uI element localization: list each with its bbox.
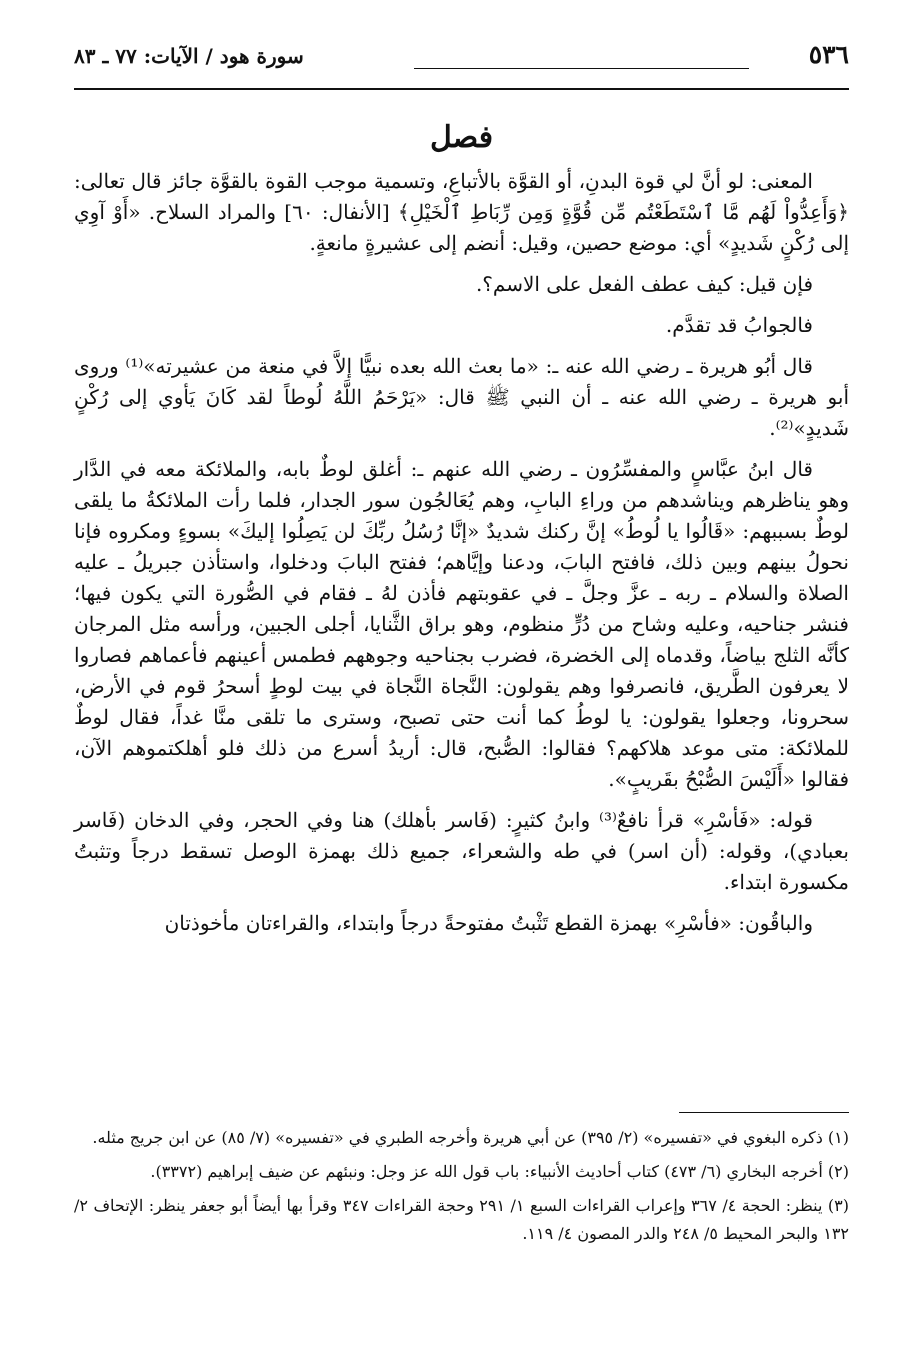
footnote-separator — [679, 1112, 849, 1113]
page-number: ٥٣٦ — [808, 40, 849, 69]
footnote-2: (٢) أخرجه البخاري (٦/ ٤٧٣) كتاب أحاديث الأنبياء: باب قول الله عز وجل: ونبئهم عن ضيف إبراهيم (٣٣٧٢). — [150, 1162, 849, 1181]
paragraph-story: قال ابنُ عبَّاسٍ والمفسِّرُون ـ رضي الله عنهم ـ: أغلق لوطٌ بابه، والملائكة معه في الدَّار وهو يناظرهم ويناشدهم من وراءِ البابِ، وهم يُعَالجُون سور الجدار، فلما رأت الملائكةُ ما يلقى لوطٌ بسببهم: «قَالُوا يا لُوطُ» إنَّ ركنك شديدٌ «إنَّا رُسُلُ ربِّكَ لن يَصِلُوا إليكَ» بسوءٍ ومكروه فإنا نحولُ بينهم وبين ذلك، فافتح البابَ، ودعنا وإيَّاهم؛ ففتح البابَ ودخلوا، واستأذن جبريلُ ـ عليه الصلاة والسلام ـ ربه ـ عزَّ وجلَّ ـ في عقوبتهم فأذن لهُ ـ فقام في الصُّورة التي يكون فيها؛ فنشر جناحيه، وعليه وشاح من دُرٍّ منظوم، وهو براق الثَّنايا، أجلى الجبين، ورأسه مثل المرجان كأنَّه الثلج بياضاً، وقدماه إلى الخضرة، فضرب بجناحيه وجوههم فطمس أعينهم فأعماهم فصاروا لا يعرفون الطَّريق، فانصرفوا وهم يقولون: النَّجاة النَّجاة في بيت لوطٍ أسحرُ قوم في الأرض، سحرونا، وجعلوا يقولون: يا لوطُ كما أنت حتى تصبح، وسترى ما تلقى منَّا غداً، فقال لوطٌ للملائكة: متى موعد هلاكهم؟ فقالوا: الصُّبح، قال: أريدُ أسرع من ذلك فلو أهلكتموهم الآن، فقالوا «أَلَيْسَ الصُّبْحُ بقَريبٍ». — [74, 457, 850, 791]
running-title: سورة هود / الآيات: ٧٧ ـ ٨٣ — [74, 44, 304, 68]
footnote-3: (٣) ينظر: الحجة ٤/ ٣٦٧ وإعراب القراءات السبع ١/ ٢٩١ وحجة القراءات ٣٤٧ وقرأ بها أيضاً أبو جعفر ينظر: الإتحاف ٢/ ١٣٢ والبحر المحيط ٥/ ٢٤٨ والدر المصون ٤/ ١١٩. — [74, 1196, 849, 1243]
section-title: فصل — [429, 120, 494, 155]
footnote-1: (١) ذكره البغوي في «تفسيره» (٢/ ٣٩٥) عن أبي هريرة وأخرجه الطبري في «تفسيره» (٧/ ٨٥) عن ابن جريج مثله. — [92, 1128, 849, 1147]
main-text — [74, 166, 849, 949]
paragraph-answer: فالجوابُ قد تقدَّم. — [665, 313, 813, 337]
running-header — [74, 38, 849, 90]
paragraph-reading-nafi: قوله: «فَأسْرِ» قرأ نافعٌ⁽³⁾ وابنُ كثيرٍ: (فَاسر بأهلك) هنا وفي الحجر، وفي الدخان (فَاسر بعبادي)، وقوله: (أن اسر) في طه والشعراء، جميع ذلك بهمزة الوصل تسقط درجاً وتثبتُ مكسورة ابتداء. — [74, 808, 849, 894]
paragraph-meaning: المعنى: لو أنَّ لي قوة البدنِ، أو القوَّة بالأتباعِ، وتسمية موجب القوة بالقوَّة جائز قال تعالى: ﴿وَأَعِدُّواْ لَهُم مَّا ٱسْتَطَعْتُم مِّن قُوَّةٍ وَمِن رِّبَاطِ ٱلْخَيْلِ﴾ [الأنفال: ٦٠] والمراد السلاح. «أَوْ آوِي إلى رُكْنٍ شَديدٍ» أي: موضع حصين، وقيل: أنضم إلى عشيرةٍ مانعةٍ. — [74, 169, 849, 255]
header-rule — [414, 68, 749, 69]
paragraph-reading-others: والباقُون: «فأسْرِ» بهمزة القطع تَثْبتُ مفتوحةً درجاً وابتداء، والقراءتان مأخوذتان — [164, 911, 813, 935]
paragraph-hadith: قال أبُو هريرة ـ رضي الله عنه ـ: «ما بعث الله بعده نبيًّا إلاَّ في منعة من عشيرته»⁽¹⁾ وروى أبو هريرة ـ رضي الله عنه ـ أن النبي ﷺ قال: «يَرْحَمُ اللَّهُ لُوطاً لقد كَانَ يَأوي إلى رُكْنٍ شَديدٍ»⁽²⁾. — [74, 354, 849, 440]
footnotes — [74, 1124, 849, 1254]
paragraph-question: فإن قيل: كيف عطف الفعل على الاسم؟. — [475, 272, 813, 296]
